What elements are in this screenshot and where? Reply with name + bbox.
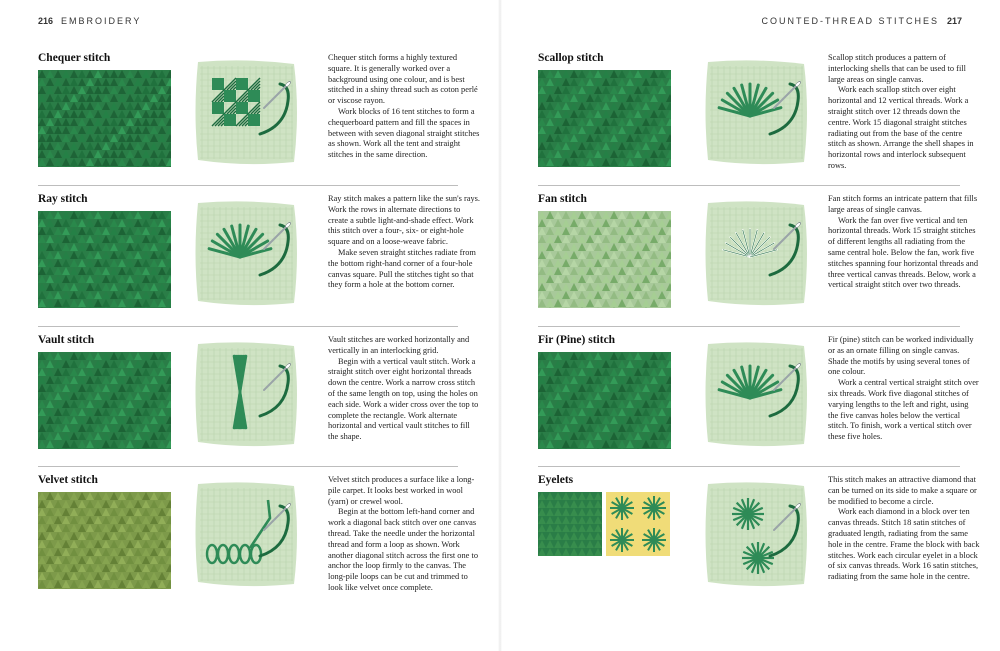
velvet-stitch-title: Velvet stitch: [38, 474, 98, 486]
scallop-stitch-description: [828, 53, 980, 172]
section-divider: [38, 185, 458, 186]
vault-stitch-swatch-photo: [38, 352, 171, 449]
fir-stitch-diagram: [700, 338, 813, 451]
fan-stitch-diagram: [700, 197, 813, 310]
ray-description-paragraph: Ray stitch makes a pattern like the sun's rays. Work the rows in alternate directions to create a subtle light-and-shade effect. Work this stitch over a four-, six- or eight-hole square and on a loose-weave fabric.: [328, 194, 480, 247]
chequer-description-paragraph: Work blocks of 16 tent stitches to form a chequerboard pattern and fill the spaces in between with seven diagonal straight stitches as shown. Work all the tent and straight stitches in the same direction.: [328, 106, 480, 160]
vault-stitch-diagram: [190, 338, 303, 451]
eyelets-description-paragraph: Work each diamond in a block over ten canvas threads. Stitch 18 satin stitches of graduated length, radiating from the same hole in the centre. Frame the block with back stitches. Work each circular eyelet in a block of six canvas threads. Work 16 satin stitches, radiating from the same hole in the centre.: [828, 507, 980, 582]
eyelets-swatch-photo-yellow: [606, 492, 670, 556]
velvet-stitch-diagram: [190, 478, 303, 591]
ray-stitch-swatch-photo: [38, 211, 171, 308]
vault-description-paragraph: Begin with a vertical vault stitch. Work a straight stitch over eight horizontal threads down the centre. Work a narrow cross stitch of the same length on top, using the holes on each side. Work a wider cross over the top to complete the rectangle. Work alternate horizontal and vertical vault stitches to fill the shape.: [328, 356, 479, 442]
eyelets-stitch-title: Eyelets: [538, 474, 574, 486]
fan-stitch-description: [828, 194, 980, 291]
velvet-stitch-description: [328, 475, 480, 594]
vault-description-paragraph: Vault stitches are worked horizontally and vertically in an interlocking grid.: [328, 335, 470, 355]
chequer-stitch-diagram: [190, 56, 303, 169]
left-running-head: EMBROIDERY: [61, 16, 142, 26]
velvet-description-paragraph: Velvet stitch produces a surface like a long-pile carpet. It looks best worked in wool (yarn) or crewel wool.: [328, 475, 475, 506]
fan-stitch-swatch-photo: [538, 211, 671, 308]
scallop-description-paragraph: Work each scallop stitch over eight horizontal and 12 vertical threads. Work a straight stitch over 12 threads down the centre. Work 15 diagonal straight stitches radiating out from the base of the centre stitch as shown. Arrange the shell shapes in horizontal rows and interlock subsequent rows.: [828, 85, 974, 170]
section-divider: [38, 466, 458, 467]
fan-description-paragraph: Work the fan over five vertical and ten horizontal threads. Work 15 straight stitches of different lengths all radiating from the same central hole. Below the fan, work five stitches spanning four horizontal threads and three vertical canvas threads. Below, work a vertical straight stitch over two threads.: [828, 215, 979, 290]
section-divider: [538, 466, 960, 467]
scallop-stitch-title: Scallop stitch: [538, 52, 604, 64]
vault-stitch-title: Vault stitch: [38, 334, 95, 346]
fir-stitch-description: [828, 335, 980, 443]
fir-stitch-swatch-photo: [538, 352, 671, 449]
ray-stitch-title: Ray stitch: [38, 193, 88, 205]
left-page-number: 216: [38, 16, 54, 26]
fir-description-paragraph: Fir (pine) stitch can be worked individually or as an ornate filling on single canvas. Shade the motifs by using several tones of one colour.: [828, 335, 974, 377]
chequer-description-paragraph: Chequer stitch forms a highly textured square. It is generally worked over a background using one colour, and is best stitched in a shiny thread such as coton perlé or viscose rayon.: [328, 53, 478, 106]
ray-stitch-diagram: [190, 197, 303, 310]
section-divider: [538, 185, 960, 186]
right-folio: [761, 16, 962, 26]
vault-stitch-description: [328, 335, 480, 443]
section-divider: [38, 326, 458, 327]
right-page-number: 217: [946, 16, 962, 26]
eyelets-description-paragraph: This stitch makes an attractive diamond that can be turned on its side to make a square or be modified to become a circle.: [828, 475, 977, 506]
scallop-stitch-diagram: [700, 56, 813, 169]
velvet-description-paragraph: Begin at the bottom left-hand corner and work a diagonal back stitch over one canvas thread. Take the needle under the horizontal thread and form a loop as shown. Work another diagonal stitch across the first one to anchor the loop firmly to the canvas. The long-pile loops can be cut and trimmed to look like velvet once complete.: [328, 507, 479, 592]
chequer-stitch-swatch-photo: [38, 70, 171, 167]
velvet-stitch-swatch-photo: [38, 492, 171, 589]
ray-stitch-description: [328, 194, 480, 291]
scallop-description-paragraph: Scallop stitch produces a pattern of interlocking shells that can be used to fill large areas on single canvas.: [828, 53, 966, 84]
eyelets-stitch-description: [828, 475, 980, 583]
chequer-stitch-title: Chequer stitch: [38, 52, 111, 64]
left-folio: [38, 16, 141, 26]
section-divider: [538, 326, 960, 327]
eyelets-swatch-photo-green: [538, 492, 602, 556]
fan-stitch-title: Fan stitch: [538, 193, 587, 205]
fir-description-paragraph: Work a central vertical straight stitch over six threads. Work five diagonal stitches of varying lengths to the left and right, using the five canvas holes below the vertical stitch. To finish, work a vertical stitch over these five holes.: [828, 378, 979, 442]
ray-description-paragraph: Make seven straight stitches radiate from the bottom right-hand corner of a four-hole canvas square. Pull the stitches tight so that they form a hole at the bottom corner.: [328, 247, 476, 290]
fan-description-paragraph: Fan stitch forms an intricate pattern that fills large areas of single canvas.: [828, 194, 978, 214]
book-gutter: [498, 0, 502, 651]
fir-stitch-title: Fir (Pine) stitch: [538, 334, 616, 346]
right-running-head: COUNTED-THREAD STITCHES: [761, 16, 939, 26]
eyelets-stitch-diagram: [700, 478, 813, 591]
scallop-stitch-swatch-photo: [538, 70, 671, 167]
chequer-stitch-description: [328, 53, 480, 161]
